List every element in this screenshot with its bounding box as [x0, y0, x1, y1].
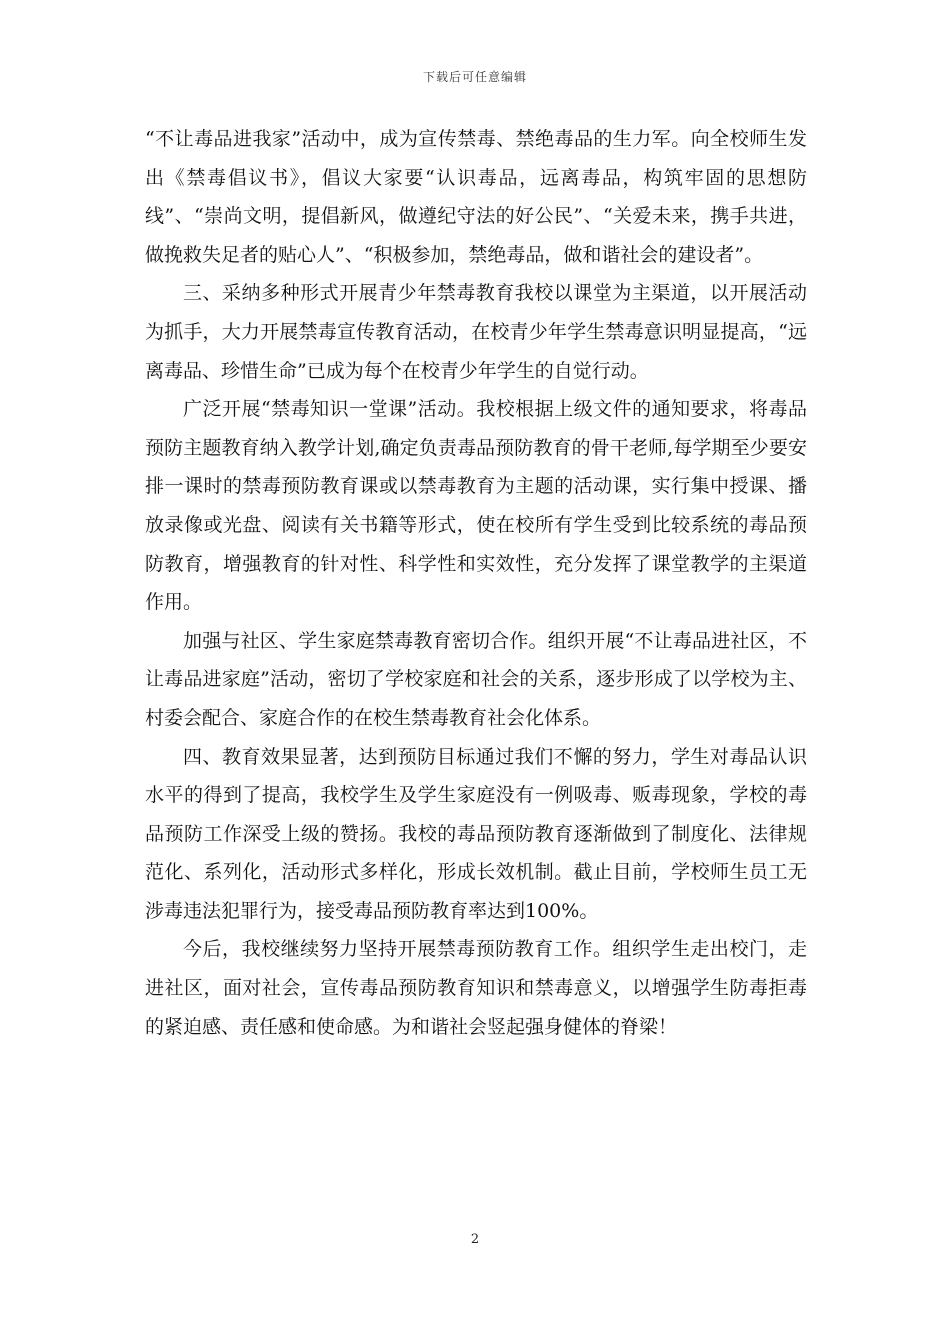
paragraph-knowledge-lesson: 广泛开展“禁毒知识一堂课”活动。我校根据上级文件的通知要求，将毒品预防主题教育纳入教学计划,确定负责毒品预防教育的骨干老师,每学期至少要安排一课时的禁毒预防教育课或以禁毒教育为主题的活动课，实行集中授课、播放录像或光盘、阅读有关书籍等形式，使在校所有学生受到比较系统的毒品预防教育，增强教育的针对性、科学性和实效性，充分发挥了课堂教学的主渠道作用。 [145, 398, 807, 614]
paragraph-section-three: 三、采纳多种形式开展青少年禁毒教育我校以课堂为主渠道，以开展活动为抓手，大力开展禁毒宣传教育活动，在校青少年学生禁毒意识明显提高，“远离毒品、珍惜生命”已成为每个在校青少年学生的自觉行动。 [145, 282, 807, 382]
paragraph-future-plan: 今后，我校继续努力坚持开展禁毒预防教育工作。组织学生走出校门，走进社区，面对社会，宣传毒品预防教育知识和禁毒意义，以增强学生防毒拒毒的紧迫感、责任感和使命感。为和谐社会竖起强身健体的脊梁！ [145, 938, 807, 1038]
paragraph-campaign-continuation: “不让毒品进我家”活动中，成为宣传禁毒、禁绝毒品的生力军。向全校师生发出《禁毒倡议书》，倡议大家要“认识毒品，远离毒品，构筑牢固的思想防线”、“崇尚文明，提倡新风，做遵纪守法的好公民”、“关爱未来，携手共进，做挽救失足者的贴心人”、“积极参加，禁绝毒品，做和谐社会的建设者”。 [145, 128, 807, 266]
paragraph-section-four: 四、教育效果显著，达到预防目标通过我们不懈的努力，学生对毒品认识水平的得到了提高，我校学生及学生家庭没有一例吸毒、贩毒现象，学校的毒品预防工作深受上级的赞扬。我校的毒品预防教育逐渐做到了制度化、法律规范化、系列化，活动形式多样化，形成长效机制。截止目前，学校师生员工无涉毒违法犯罪行为，接受毒品预防教育率达到100%。 [145, 745, 807, 922]
page-number: 2 [470, 1232, 480, 1247]
paragraph-community-cooperation: 加强与社区、学生家庭禁毒教育密切合作。组织开展“不让毒品进社区，不让毒品进家庭”活动，密切了学校家庭和社会的关系，逐步形成了以学校为主、村委会配合、家庭合作的在校生禁毒教育社会化体系。 [145, 629, 807, 729]
page-header-note: 下载后可任意编辑 [422, 70, 527, 84]
document-body [145, 120, 807, 1046]
